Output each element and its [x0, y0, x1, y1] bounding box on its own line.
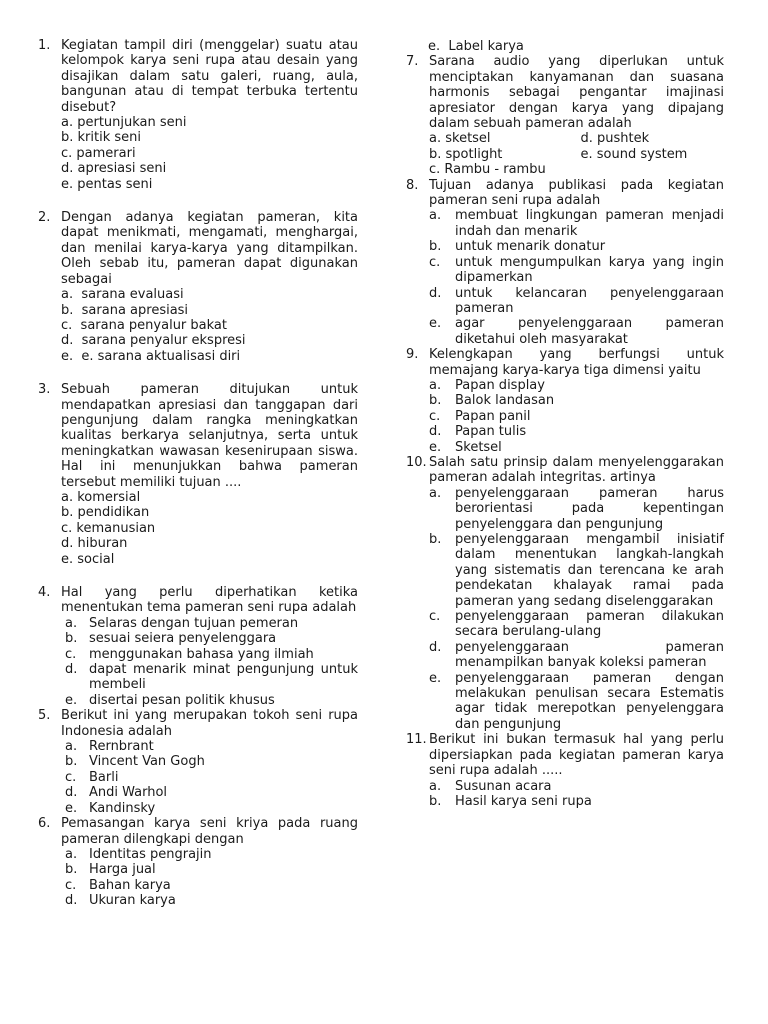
option-text: Andi Warhol [89, 785, 168, 801]
option-text: penyelenggaraan pameran menampilkan banyak koleksi pameran [455, 639, 724, 671]
answer-option[interactable] [429, 440, 724, 455]
option-letter: c. [65, 646, 77, 662]
option-letter: a. [429, 778, 442, 794]
answer-option[interactable]: e. pentas seni [61, 176, 153, 192]
question-text: Salah satu prinsip dalam menyelenggarakan pameran adalah integritas. artinya [429, 454, 724, 486]
answer-option[interactable]: b. spotlight [429, 146, 503, 162]
option-letter: c. [429, 254, 441, 270]
answer-option[interactable] [429, 378, 724, 393]
option-letter: d. [429, 285, 442, 301]
question-1 [38, 38, 358, 192]
option-letter: d. [429, 424, 442, 440]
option-letter: b. [429, 393, 442, 409]
answer-option[interactable] [429, 255, 724, 286]
answer-option[interactable] [429, 208, 724, 239]
answer-option[interactable] [429, 393, 724, 408]
option-letter: d. [65, 662, 78, 678]
answer-option[interactable]: e. social [61, 551, 115, 567]
option-letter: d. [429, 639, 442, 655]
answer-option[interactable] [429, 486, 724, 532]
option-letter: e. [429, 316, 442, 332]
option-letter: c. [65, 769, 77, 785]
question-number: 4. [38, 585, 51, 600]
answer-option[interactable]: a. sketsel [429, 131, 491, 147]
question-number: 8. [406, 177, 419, 193]
answer-option[interactable] [65, 770, 358, 785]
option-text: Identitas pengrajin [89, 846, 212, 862]
option-text: Bahan karya [89, 877, 171, 893]
question-9 [406, 347, 724, 455]
option-text: Susunan acara [455, 778, 552, 794]
option-letter: b. [429, 793, 442, 809]
answer-option[interactable]: e. sound system [580, 146, 688, 162]
question-number: 5. [38, 708, 51, 724]
question-10 [406, 455, 724, 732]
option-letter: b. [429, 239, 442, 255]
question-number: 1. [38, 38, 51, 53]
question-text: Berikut ini yang merupakan tokoh seni rupa Indonesia adalah [61, 708, 358, 739]
option-letter: b. [65, 862, 78, 878]
question-number: 3. [38, 382, 51, 398]
answer-option[interactable]: c. kemanusian [61, 520, 156, 536]
answer-option[interactable] [65, 878, 358, 893]
option-text: Rernbrant [89, 739, 154, 755]
option-text: penyelenggaraan pameran harus berorientasi pada kepentingan penyelenggara dan pengunjung [455, 485, 724, 532]
option-letter: c. [65, 877, 77, 893]
option-letter: b. [65, 754, 78, 770]
option-text: agar penyelenggaraan pameran diketahui oleh masyarakat [455, 316, 724, 347]
answer-option[interactable] [429, 316, 724, 347]
option-text: Papan panil [455, 408, 531, 424]
option-text: Ukuran karya [89, 893, 176, 909]
question-text: Kegiatan tampil diri (menggelar) suatu atau kelompok karya seni rupa atau desain yang disajikan dalam satu galeri, ruang, aula, bangunan atau di tempat terbuka tertentu disebut? [61, 38, 358, 115]
answer-option[interactable] [65, 693, 358, 708]
question-number: 7. [406, 54, 419, 70]
question-text: Tujuan adanya publikasi pada kegiatan pameran seni rupa adalah [429, 177, 724, 209]
option-letter: a. [65, 739, 78, 755]
answer-option[interactable] [65, 647, 358, 662]
answer-option[interactable] [65, 739, 358, 754]
answer-option[interactable] [429, 640, 724, 671]
option-letter: b. [65, 631, 78, 647]
answer-option[interactable]: a. komersial [61, 489, 141, 505]
answer-option[interactable]: b. sarana apresiasi [61, 302, 189, 318]
option-text: Barli [89, 769, 119, 785]
question-11 [406, 732, 724, 809]
option-text: disertai pesan politik khusus [89, 692, 275, 708]
answer-option[interactable] [429, 532, 724, 609]
right-column [406, 39, 724, 809]
option-letter: c. [429, 609, 441, 625]
option-text: sesuai seiera penyelenggara [89, 631, 277, 647]
question-8 [406, 178, 724, 347]
option-text: untuk kelancaran penyelenggaraan pameran [455, 285, 724, 316]
option-letter: e. [65, 692, 78, 708]
option-text: penyelenggaraan mengambil inisiatif dalam menentukan langkah-langkah yang sistematis dan terencana ke arah pendekatan khalayak ramai pada pameran yang sedang diselenggarakan [455, 532, 724, 609]
answer-option[interactable]: b. pendidikan [61, 505, 150, 521]
answer-option[interactable] [65, 631, 358, 646]
answer-option[interactable] [429, 671, 724, 733]
answer-option[interactable] [65, 616, 358, 631]
answer-options [429, 779, 724, 810]
option-letter: a. [65, 846, 78, 862]
option-letter: a. [65, 615, 78, 631]
option-text: Hasil karya seni rupa [455, 793, 592, 809]
answer-option[interactable] [65, 801, 358, 816]
question-3 [38, 382, 358, 567]
answer-option[interactable]: d. pushtek [580, 131, 650, 147]
answer-option[interactable] [429, 286, 724, 317]
option-text: Papan tulis [455, 424, 527, 440]
question-4 [38, 585, 358, 708]
answer-options [429, 208, 724, 347]
answer-option[interactable] [65, 862, 358, 877]
answer-option[interactable]: d. sarana penyalur ekspresi [61, 333, 246, 349]
answer-option[interactable] [65, 662, 358, 693]
answer-option[interactable]: e. Label karya [428, 39, 524, 54]
question-number: 9. [406, 347, 419, 363]
question-text: Kelengkapan yang berfungsi untuk memajang karya-karya tiga dimensi yaitu [429, 347, 724, 378]
question-5 [38, 708, 358, 816]
option-text: untuk mengumpulkan karya yang ingin dipamerkan [455, 254, 724, 286]
answer-options [429, 486, 724, 733]
answer-option[interactable]: d. apresiasi seni [61, 161, 167, 177]
answer-option[interactable]: a. pertunjukan seni [61, 115, 187, 131]
option-text: Harga jual [89, 862, 156, 878]
option-letter: d. [65, 785, 78, 801]
answer-options [61, 287, 358, 364]
answer-options [65, 739, 358, 816]
answer-option[interactable] [65, 847, 358, 862]
option-letter: c. [429, 408, 441, 424]
question-number: 2. [38, 210, 51, 226]
question-text: Hal yang perlu diperhatikan ketika menentukan tema pameran seni rupa adalah [61, 585, 358, 616]
option-text: untuk menarik donatur [455, 239, 606, 255]
option-text: Papan display [455, 377, 545, 393]
answer-option[interactable] [429, 609, 724, 640]
option-text: dapat menarik minat pengunjung untuk membeli [89, 662, 358, 693]
question-2 [38, 210, 358, 364]
option-letter: a. [429, 208, 442, 224]
option-letter: e. [429, 439, 442, 455]
left-column [38, 38, 358, 909]
option-letter: a. [429, 485, 442, 501]
answer-options [429, 378, 724, 455]
answer-option[interactable] [65, 893, 358, 908]
option-letter: a. [429, 377, 442, 393]
answer-option[interactable]: c. Rambu - rambu [429, 162, 546, 178]
question-number: 6. [38, 816, 51, 832]
answer-options [61, 490, 358, 567]
option-letter: d. [65, 893, 78, 909]
question-number: 11. [406, 732, 427, 748]
option-text: menggunakan bahasa yang ilmiah [89, 646, 314, 662]
option-letter: b. [429, 532, 442, 547]
option-letter: e. [429, 670, 442, 686]
answer-option[interactable]: c. sarana penyalur bakat [61, 317, 227, 333]
option-text: Selaras dengan tujuan pemeran [89, 615, 299, 631]
option-text: Balok landasan [455, 393, 555, 409]
question-text: Dengan adanya kegiatan pameran, kita dapat menikmati, mengamati, menghargai, dan menilai karya-karya yang ditampilkan. Oleh sebab itu, pameran dapat digunakan sebagai [61, 210, 358, 287]
answer-options [61, 115, 358, 192]
option-text: Vincent Van Gogh [89, 754, 205, 770]
option-text: penyelenggaraan pameran dilakukan secara berulang-ulang [455, 609, 724, 640]
option-text: membuat lingkungan pameran menjadi indah dan menarik [455, 208, 724, 239]
answer-option[interactable]: b. kritik seni [61, 130, 141, 146]
answer-option[interactable]: e. e. sarana aktualisasi diri [61, 348, 241, 364]
answer-option[interactable]: a. sarana evaluasi [61, 287, 184, 303]
answer-option[interactable] [65, 785, 358, 800]
question-text: Sarana audio yang diperlukan untuk menciptakan kanyamanan dan suasana harmonis sebagai pengantar imajinasi apresiator dengan karya yang dipajang dalam sebuah pameran adalah [429, 54, 724, 132]
option-letter: e. [65, 800, 78, 816]
option-text: penyelenggaraan pameran dengan melakukan penulisan secara Estematis agar tidak merepotkan penyelenggara dan pengunjung [455, 670, 724, 732]
answer-options [65, 616, 358, 708]
question-number: 10. [406, 454, 427, 470]
answer-options [65, 847, 358, 909]
answer-option[interactable] [429, 794, 724, 809]
question-text: Berikut ini bukan termasuk hal yang perlu dipersiapkan pada kegiatan pameran karya seni rupa adalah ..... [429, 732, 724, 779]
question-7 [406, 54, 724, 177]
option-text: Sketsel [455, 439, 502, 455]
answer-option[interactable]: d. hiburan [61, 536, 128, 552]
answer-option[interactable] [429, 424, 724, 439]
answer-option[interactable] [65, 754, 358, 769]
answer-options [429, 131, 724, 177]
question-text: Pemasangan karya seni kriya pada ruang pameran dilengkapi dengan [61, 816, 358, 847]
answer-option[interactable] [429, 779, 724, 794]
option-text: Kandinsky [89, 800, 156, 816]
answer-option[interactable] [429, 409, 724, 424]
answer-option[interactable]: c. pamerari [61, 145, 136, 161]
answer-option[interactable] [429, 239, 724, 254]
question-text: Sebuah pameran ditujukan untuk mendapatkan apresiasi dan tanggapan dari pengunjung dalam rangka meningkatkan kualitas berkarya selanjutnya, serta untuk meningkatkan wawasan kesenirupaan siswa. Hal ini menunjukkan bahwa pameran tersebut memiliki tujuan .... [61, 382, 358, 490]
question-6 [38, 816, 358, 908]
